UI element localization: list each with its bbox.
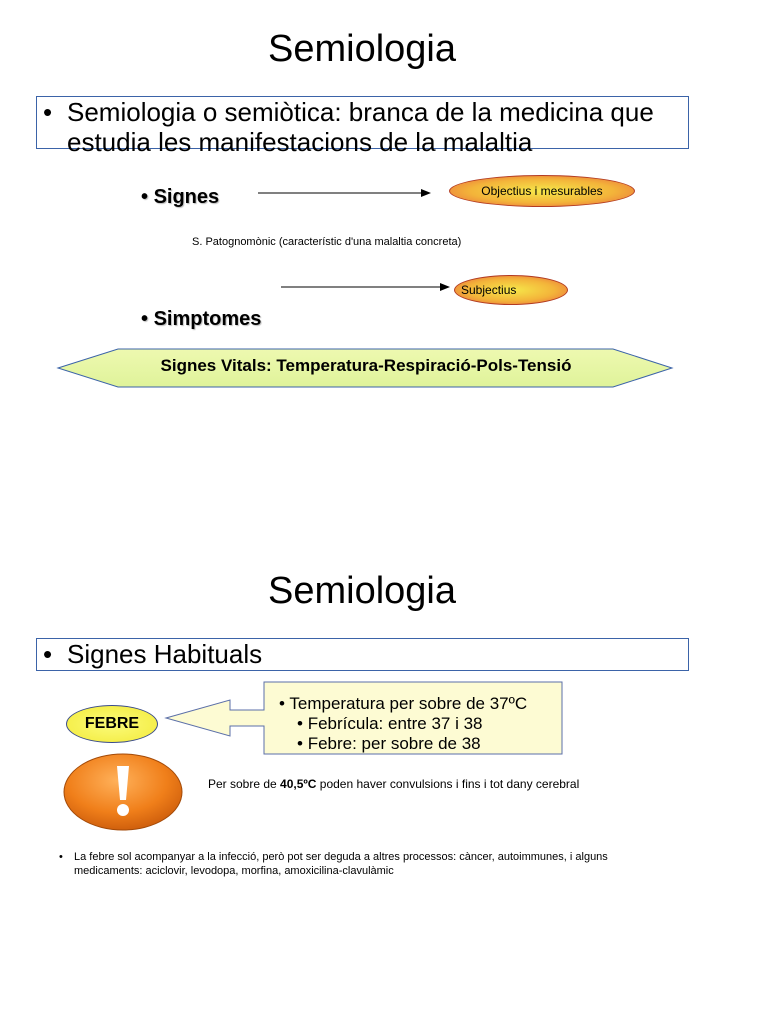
simptomes-arrow bbox=[278, 279, 458, 295]
simptomes-label: Simptomes bbox=[153, 308, 262, 330]
warning-suffix: poden haver convulsions i fins i tot dany cerebral bbox=[316, 777, 580, 791]
note-item bbox=[59, 850, 649, 878]
vital-signs-text: Signes Vitals: Temperatura-Respiració-Pols-Tensió bbox=[160, 356, 572, 375]
objective-oval bbox=[449, 175, 635, 207]
subjective-label: Subjectius bbox=[461, 283, 517, 297]
febre-oval bbox=[66, 705, 158, 743]
callout-febre: Febre: per sobre de 38 bbox=[307, 734, 481, 753]
fever-callout bbox=[265, 694, 563, 754]
slide-title: Semiologia bbox=[268, 28, 456, 70]
bullet-marker: • bbox=[43, 97, 53, 127]
definition-text: Semiologia o semiòtica: branca de la medicina que estudia les manifestacions de la malaltia bbox=[67, 97, 654, 157]
callout-line-2: • Febrícula: entre 37 i 38 bbox=[297, 714, 483, 733]
warning-note bbox=[208, 777, 579, 791]
warning-icon bbox=[62, 752, 184, 834]
slide-2 bbox=[0, 512, 768, 1024]
callout-temperature: Temperatura per sobre de 37ºC bbox=[289, 694, 528, 713]
habituals-box bbox=[36, 638, 689, 671]
signes-item bbox=[141, 186, 219, 209]
subjective-oval bbox=[454, 275, 568, 305]
bullet-marker: • bbox=[43, 639, 53, 669]
bullet-marker: • bbox=[141, 186, 154, 208]
habituals-text: Signes Habituals bbox=[67, 639, 263, 669]
bullet-marker: • bbox=[59, 851, 63, 863]
patognomonic-note: S. Patognomònic (característic d'una malaltia concreta) bbox=[192, 236, 462, 248]
warning-prefix: Per sobre de bbox=[208, 777, 281, 791]
signes-arrow bbox=[255, 185, 435, 201]
warning-value: 40,5ºC bbox=[280, 777, 317, 791]
signes-label: Signes bbox=[153, 186, 220, 208]
slide-title: Semiologia bbox=[268, 570, 456, 612]
callout-febricula: Febrícula: entre 37 i 38 bbox=[307, 714, 483, 733]
bullet-marker: • bbox=[141, 308, 154, 330]
objective-label: Objectius i mesurables bbox=[481, 184, 603, 198]
note-text: La febre sol acompanyar a la infecció, però pot ser deguda a altres processos: càncer, autoimmunes, i alguns medicaments: aciclovir, levodopa, morfina, amoxicilina-clavulàmic bbox=[74, 851, 608, 877]
callout-line-3: • Febre: per sobre de 38 bbox=[297, 734, 481, 753]
simptomes-item bbox=[141, 308, 261, 331]
callout-line-1: • Temperatura per sobre de 37ºC bbox=[279, 694, 528, 713]
febre-label: FEBRE bbox=[84, 715, 140, 732]
definition-box bbox=[36, 96, 689, 157]
